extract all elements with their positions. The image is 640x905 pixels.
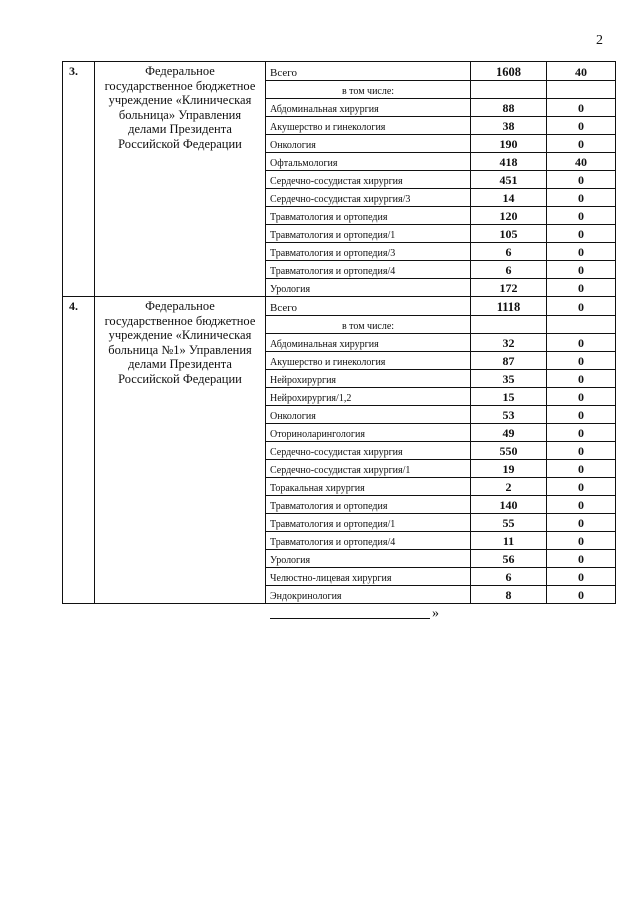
quota-table [62, 61, 616, 604]
specialty-name: Челюстно-лицевая хирургия [266, 568, 471, 586]
closing-quote: » [432, 606, 439, 621]
specialty-value: 88 [471, 99, 547, 117]
specialty-row [266, 243, 615, 261]
org-line: государственное бюджетное [104, 78, 256, 93]
specialty-ext-value: 0 [547, 496, 616, 514]
specialty-name: Нейрохирургия [266, 370, 471, 388]
org-line: делами Президента [128, 122, 232, 136]
org-line: Российской Федерации [118, 371, 242, 386]
specialty-row [266, 279, 615, 297]
org-line: Федеральное [145, 64, 215, 78]
subheader-row [266, 316, 615, 334]
specialty-name: Травматология и ортопедия/4 [266, 261, 471, 279]
specialty-ext-value: 0 [547, 460, 616, 478]
specialty-row [266, 225, 615, 243]
specialty-value: 38 [471, 117, 547, 135]
specialty-table [266, 62, 615, 296]
specialty-name: Травматология и ортопедия/3 [266, 243, 471, 261]
specialty-name: Сердечно-сосудистая хирургия [266, 171, 471, 189]
specialty-ext-value: 0 [547, 388, 616, 406]
specialty-row [266, 550, 615, 568]
specialty-name: Эндокринология [266, 586, 471, 604]
specialty-ext-value: 0 [547, 171, 616, 189]
org-line: больница» Управления [118, 107, 242, 122]
specialty-value: 55 [471, 514, 547, 532]
specialty-name: Травматология и ортопедия/4 [266, 532, 471, 550]
total-label: Всего [266, 297, 471, 316]
org-line: учреждение «Клиническая [108, 93, 252, 107]
specialty-name: Оториноларингология [266, 424, 471, 442]
specialty-row [266, 406, 615, 424]
specialty-ext-value: 0 [578, 281, 584, 295]
org-line: государственное бюджетное [104, 313, 256, 328]
specialty-row [266, 117, 615, 135]
specialty-value: 11 [471, 532, 547, 550]
total-label: Всего [266, 62, 471, 81]
total-value: 1118 [471, 297, 547, 316]
org-line: Федеральное [145, 299, 215, 313]
specialty-name: Торакальная хирургия [266, 478, 471, 496]
specialty-name: Урология [266, 550, 471, 568]
specialty-ext-value: 0 [547, 514, 616, 532]
specialty-name: Онкология [266, 135, 471, 153]
specialty-row [266, 460, 615, 478]
specialty-ext-value: 0 [547, 261, 616, 279]
org-line: делами Президента [128, 357, 232, 371]
specialty-row [266, 424, 615, 442]
specialty-breakdown [266, 62, 616, 297]
specialty-ext-value: 0 [547, 189, 616, 207]
specialty-name: Офтальмология [266, 153, 471, 171]
specialty-breakdown [266, 297, 616, 604]
specialty-ext-value: 0 [547, 370, 616, 388]
specialty-ext-value: 0 [547, 550, 616, 568]
specialty-value: 35 [471, 370, 547, 388]
row-number: 3. [63, 62, 95, 297]
specialty-value: 19 [471, 460, 547, 478]
total-ext-value: 40 [547, 62, 616, 81]
specialty-name: Абдоминальная хирургия [266, 99, 471, 117]
specialty-row [266, 388, 615, 406]
subheader-label: в том числе: [266, 81, 471, 99]
page-number: 2 [596, 33, 603, 48]
specialty-value: 172 [471, 279, 547, 297]
org-line: учреждение «Клиническая [108, 328, 252, 342]
specialty-name: Акушерство и гинекология [266, 117, 471, 135]
organization-name [95, 62, 266, 297]
specialty-value: 49 [471, 424, 547, 442]
specialty-value: 2 [471, 478, 547, 496]
specialty-row [266, 171, 615, 189]
specialty-name: Травматология и ортопедия/1 [266, 514, 471, 532]
specialty-row [266, 261, 615, 279]
specialty-row [266, 568, 615, 586]
specialty-row [266, 370, 615, 388]
specialty-value: 140 [471, 496, 547, 514]
total-row [266, 297, 615, 316]
row-number: 4. [63, 297, 95, 604]
specialty-row [266, 207, 615, 225]
specialty-ext-value: 0 [547, 442, 616, 460]
table-row [63, 62, 616, 297]
specialty-value: 32 [471, 334, 547, 352]
specialty-value: 6 [471, 243, 547, 261]
specialty-name: Абдоминальная хирургия [266, 334, 471, 352]
org-line: больница №1» Управления [108, 342, 252, 357]
specialty-value: 105 [471, 225, 547, 243]
specialty-value: 451 [471, 171, 547, 189]
specialty-ext-value: 0 [547, 424, 616, 442]
specialty-value: 87 [471, 352, 547, 370]
specialty-ext-value: 0 [547, 406, 616, 424]
specialty-row [266, 478, 615, 496]
specialty-row [266, 532, 615, 550]
total-ext-value: 0 [547, 297, 616, 316]
specialty-name: Сердечно-сосудистая хирургия [266, 442, 471, 460]
specialty-ext-value: 40 [547, 153, 616, 171]
specialty-name: Акушерство и гинекология [266, 352, 471, 370]
specialty-value: 6 [471, 261, 547, 279]
specialty-value: 6 [471, 568, 547, 586]
specialty-row [266, 352, 615, 370]
specialty-ext-value: 0 [547, 334, 616, 352]
closing-mark [270, 606, 440, 620]
specialty-ext-value: 0 [578, 588, 584, 602]
specialty-name: Травматология и ортопедия [266, 207, 471, 225]
specialty-ext-value: 0 [547, 117, 616, 135]
specialty-value: 14 [471, 189, 547, 207]
specialty-name: Урология [266, 279, 471, 297]
specialty-name: Сердечно-сосудистая хирургия/3 [266, 189, 471, 207]
specialty-value: 53 [471, 406, 547, 424]
specialty-ext-value: 0 [547, 568, 616, 586]
closing-underline [270, 618, 430, 619]
specialty-ext-value: 0 [547, 532, 616, 550]
specialty-row [266, 135, 615, 153]
specialty-name: Онкология [266, 406, 471, 424]
specialty-value: 56 [471, 550, 547, 568]
specialty-ext-value: 0 [547, 207, 616, 225]
specialty-name: Нейрохирургия/1,2 [266, 388, 471, 406]
specialty-row [266, 189, 615, 207]
specialty-ext-value: 0 [547, 352, 616, 370]
specialty-ext-value: 0 [547, 243, 616, 261]
subheader-label: в том числе: [266, 316, 471, 334]
specialty-row [266, 442, 615, 460]
specialty-ext-value: 0 [547, 225, 616, 243]
specialty-row [266, 334, 615, 352]
specialty-row [266, 496, 615, 514]
specialty-ext-value: 0 [547, 99, 616, 117]
specialty-value: 550 [471, 442, 547, 460]
specialty-ext-value: 0 [547, 478, 616, 496]
total-row [266, 62, 615, 81]
specialty-table [266, 297, 615, 603]
specialty-name: Сердечно-сосудистая хирургия/1 [266, 460, 471, 478]
specialty-row [266, 586, 615, 604]
org-line: Российской Федерации [118, 136, 242, 151]
specialty-row [266, 99, 615, 117]
specialty-value: 418 [471, 153, 547, 171]
specialty-value: 190 [471, 135, 547, 153]
total-value: 1608 [471, 62, 547, 81]
specialty-value: 8 [471, 586, 547, 604]
subheader-row [266, 81, 615, 99]
specialty-value: 120 [471, 207, 547, 225]
specialty-value: 15 [471, 388, 547, 406]
specialty-ext-value: 0 [547, 135, 616, 153]
specialty-name: Травматология и ортопедия/1 [266, 225, 471, 243]
specialty-name: Травматология и ортопедия [266, 496, 471, 514]
specialty-row [266, 514, 615, 532]
table-row [63, 297, 616, 604]
specialty-row [266, 153, 615, 171]
organization-name [95, 297, 266, 604]
